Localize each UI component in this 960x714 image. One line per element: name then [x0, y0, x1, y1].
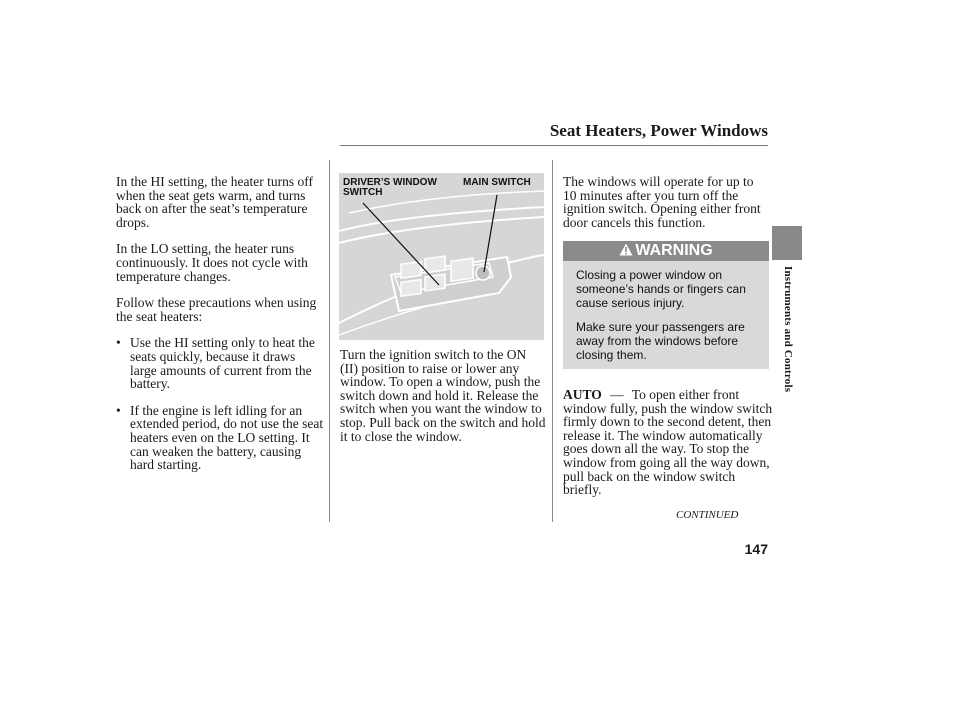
window-switch-illustration — [339, 173, 544, 340]
heater-hi-paragraph: In the HI setting, the heater turns off when the seat gets warm, and turns back on after the seat’s temperature drops. — [116, 174, 313, 230]
main-switch-label: MAIN SWITCH — [463, 177, 531, 188]
bullet-marker: • — [116, 335, 121, 351]
left-column — [116, 175, 324, 472]
auto-text: To open either front window fully, push the window switch firmly down to the second detent, then release it. The window automatically goes down all the way. To stop the window from going all the way down, pull back on the window switch briefly. — [563, 387, 773, 498]
ignition-instructions: Turn the ignition switch to the ON (II) position to raise or lower any window. To open a window, push the switch down and hold it. Release the switch when you want the window to stop. Pull back on the switch and hold it to close the window. — [340, 347, 546, 444]
bullet-text: Use the HI setting only to heat the seats quickly, because it draws large amounts of current from the battery. — [130, 335, 315, 392]
list-item — [116, 336, 324, 390]
section-label — [776, 266, 798, 416]
page-number: 147 — [744, 541, 768, 557]
warning-text-injury: Closing a power window on someone’s hands or fingers can cause serious injury. — [576, 268, 746, 310]
page-title: Seat Heaters, Power Windows — [549, 121, 768, 140]
auto-lead-term: AUTO — [563, 387, 602, 402]
title-rule — [340, 145, 768, 146]
warning-triangle-icon — [619, 243, 633, 256]
continued-label: CONTINUED — [676, 509, 739, 521]
column-divider-right — [552, 160, 553, 522]
driver-window-switch-label-line2: SWITCH — [343, 187, 383, 198]
warning-title — [563, 241, 769, 261]
list-item — [116, 404, 324, 472]
warning-text-passengers: Make sure your passengers are away from the windows before closing them. — [576, 320, 745, 362]
bullet-marker: • — [116, 402, 121, 418]
door-panel-drawing — [339, 173, 544, 340]
precautions-intro: Follow these precautions when using the seat heaters: — [116, 295, 317, 324]
heater-lo-paragraph: In the LO setting, the heater runs continuously. It does not cycle with temperature changes. — [116, 241, 308, 284]
warning-title-text: WARNING — [635, 242, 713, 259]
auto-dash: — — [610, 387, 624, 402]
auto-paragraph — [563, 388, 773, 497]
section-label-text: Instruments and Controls — [782, 266, 794, 393]
driver-window-switch-label-line1: DRIVER’S WINDOW — [343, 177, 437, 188]
section-tab-marker — [772, 226, 802, 260]
driver-window-switch-label — [343, 178, 437, 198]
window-timeout-paragraph: The windows will operate for up to 10 minutes after you turn off the ignition switch. Opening either front door cancels this function. — [563, 174, 761, 230]
right-column-top — [563, 175, 769, 229]
middle-column — [340, 348, 546, 443]
column-divider-left — [329, 160, 330, 522]
bullet-text: If the engine is left idling for an extended period, do not use the seat heaters even on the LO setting. It can weaken the battery, causing hard starting. — [130, 402, 324, 473]
